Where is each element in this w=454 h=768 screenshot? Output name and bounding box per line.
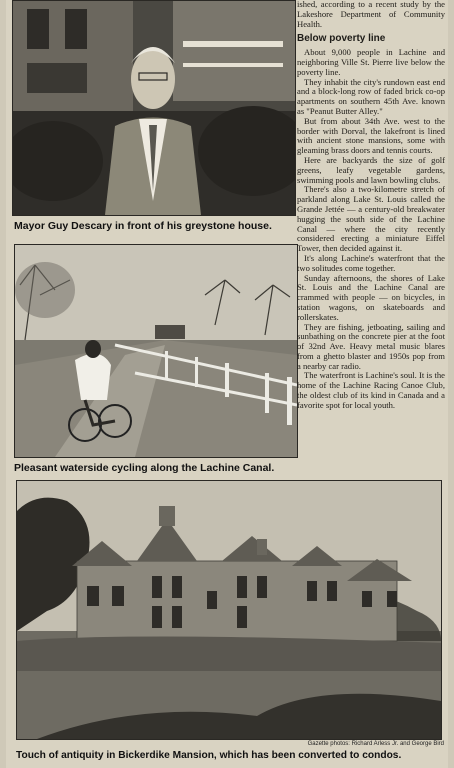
photo-mayor (12, 0, 296, 216)
article-paragraph: The waterfront is Lachine's soul. It is the home of the Lachine Racing Canoe Club, the oldest club of its kind in Canada and a favorite spot for local youth. (297, 370, 445, 410)
article-paragraph: They inhabit the city's rundown east end and a block-long row of faded brick co-op apartments on southern 45th Ave. known as "Peanut Butter Alley." (297, 76, 445, 116)
article-column (297, 0, 445, 470)
caption-canal-cycling: Pleasant waterside cycling along the Lachine Canal. (14, 462, 275, 474)
caption-mayor: Mayor Guy Descary in front of his greystone house. (14, 220, 272, 232)
article-paragraph: But from about 34th Ave. west to the border with Dorval, the lakefront is lined with ancient stone mansions, some with gleaming brass doors and tennis courts. (297, 115, 445, 156)
photo-bickerdike-mansion (16, 480, 442, 740)
caption-bickerdike-mansion: Touch of antiquity in Bickerdike Mansion, which has been converted to condos. (16, 750, 402, 761)
photo-canal-cycling (14, 244, 298, 458)
article-paragraph: Sunday afternoons, the shores of Lake St. Louis and the Lachine Canal are crammed with people — on bicycles, in station wagons, on skateboards and rollerskates. (297, 272, 445, 322)
article-paragraph: Here are backyards the size of golf greens, leafy vegetable gardens, swimming pools and lawn bowling clubs. (297, 154, 445, 185)
photo-credit: Gazette photos: Richard Arless Jr. and George Bird (307, 741, 444, 747)
article-lead-fragment: ished, according to a recent study by the Lakeshore Department of Community Health. (297, 0, 445, 29)
article-subhead: Below poverty line (297, 33, 386, 45)
article-paragraph: There's also a two-kilometre stretch of parkland along Lake St. Louis called the Grande Jettée — a century-old breakwater hugging the south side of the Lachine Canal — where the city recently considered erecting a miniature Eiffel Tower, then decided against it. (297, 184, 445, 254)
article-paragraph: They are fishing, jetboating, sailing and sunbathing on the concrete pier at the foot of 32nd Ave. Heavy metal music blares from a ghetto blaster and 1950s pop from a nearby car radio. (297, 321, 445, 371)
article-paragraph: It's along Lachine's waterfront that the two solitudes come together. (297, 252, 445, 273)
article-paragraph: About 9,000 people in Lachine and neighboring Ville St. Pierre live below the poverty line. (297, 47, 445, 77)
